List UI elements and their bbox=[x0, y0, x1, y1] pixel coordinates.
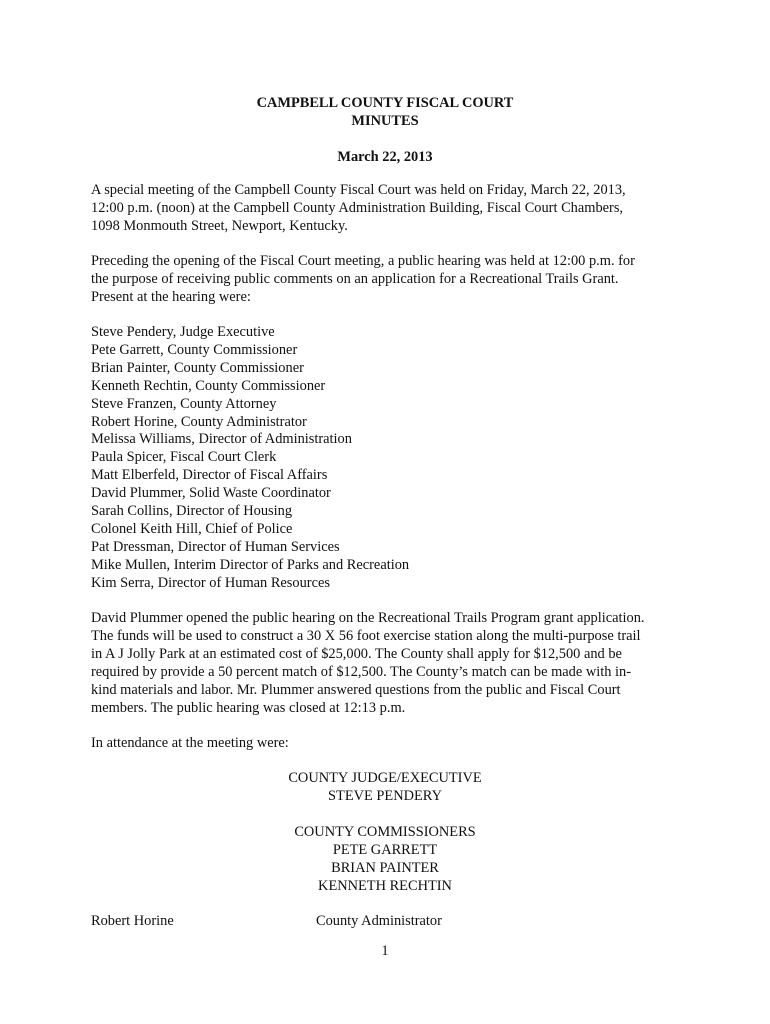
attendee-item: David Plummer, Solid Waste Coordinator bbox=[91, 485, 331, 502]
administrator-name: Robert Horine bbox=[91, 913, 174, 929]
attendee-item: Brian Painter, County Commissioner bbox=[91, 359, 304, 376]
attendee-item: Melissa Williams, Director of Administration bbox=[91, 431, 352, 448]
attendee-item: Steve Franzen, County Attorney bbox=[91, 395, 277, 412]
attendee-item: Pete Garrett, County Commissioner bbox=[91, 341, 298, 358]
commissioners-heading: COUNTY COMMISSIONERS bbox=[294, 824, 476, 840]
paragraph-line: required by provide a 50 percent match of $12,500. The County’s match can be made with in- bbox=[91, 663, 632, 680]
attendee-item: Mike Mullen, Interim Director of Parks and Recreation bbox=[91, 556, 410, 573]
attendee-item: Paula Spicer, Fiscal Court Clerk bbox=[91, 449, 277, 466]
judge-heading: COUNTY JUDGE/EXECUTIVE bbox=[288, 770, 482, 786]
attendee-list bbox=[91, 324, 691, 593]
commissioner-name: PETE GARRETT bbox=[332, 842, 438, 858]
paragraph-line: the purpose of receiving public comments on an application for a Recreational Trails Grant. bbox=[91, 270, 619, 287]
attendee-item: Kim Serra, Director of Human Resources bbox=[91, 574, 330, 591]
intro-paragraph bbox=[91, 182, 691, 236]
attendance-intro: In attendance at the meeting were: bbox=[91, 735, 289, 751]
paragraph-line: David Plummer opened the public hearing on the Recreational Trails Program grant application. bbox=[91, 610, 645, 626]
paragraph-line: Present at the hearing were: bbox=[91, 288, 251, 305]
hearing-body-paragraph bbox=[91, 610, 691, 717]
attendee-item: Pat Dressman, Director of Human Services bbox=[91, 538, 340, 555]
paragraph-line: 1098 Monmouth Street, Newport, Kentucky. bbox=[91, 217, 348, 234]
administrator-role: County Administrator bbox=[316, 913, 442, 929]
document-title: CAMPBELL COUNTY FISCAL COURT bbox=[256, 95, 514, 111]
paragraph-line: 12:00 p.m. (noon) at the Campbell County Administration Building, Fiscal Court Chambers, bbox=[91, 199, 624, 216]
judge-name: STEVE PENDERY bbox=[328, 788, 442, 804]
meeting-date: March 22, 2013 bbox=[337, 149, 433, 165]
attendee-item: Sarah Collins, Director of Housing bbox=[91, 503, 293, 520]
attendee-item: Kenneth Rechtin, County Commissioner bbox=[91, 377, 326, 394]
attendee-item: Steve Pendery, Judge Executive bbox=[91, 324, 275, 340]
attendee-item: Colonel Keith Hill, Chief of Police bbox=[91, 520, 293, 537]
attendee-item: Matt Elberfeld, Director of Fiscal Affairs bbox=[91, 467, 328, 484]
commissioner-name: BRIAN PAINTER bbox=[331, 860, 439, 876]
page-number: 1 bbox=[381, 943, 389, 959]
hearing-intro-paragraph bbox=[91, 253, 691, 307]
paragraph-line: kind materials and labor. Mr. Plummer answered questions from the public and Fiscal Court bbox=[91, 681, 621, 698]
paragraph-line: members. The public hearing was closed at 12:13 p.m. bbox=[91, 699, 406, 716]
document-subtitle: MINUTES bbox=[351, 113, 419, 129]
paragraph-line: Preceding the opening of the Fiscal Court meeting, a public hearing was held at 12:00 p.m. for bbox=[91, 253, 635, 269]
commissioner-name: KENNETH RECHTIN bbox=[318, 878, 452, 894]
paragraph-line: A special meeting of the Campbell County Fiscal Court was held on Friday, March 22, 2013, bbox=[91, 182, 626, 198]
paragraph-line: in A J Jolly Park at an estimated cost of $25,000. The County shall apply for $12,500 and be bbox=[91, 645, 622, 662]
attendee-item: Robert Horine, County Administrator bbox=[91, 413, 307, 430]
paragraph-line: The funds will be used to construct a 30 X 56 foot exercise station along the multi-purpose trail bbox=[91, 627, 641, 644]
